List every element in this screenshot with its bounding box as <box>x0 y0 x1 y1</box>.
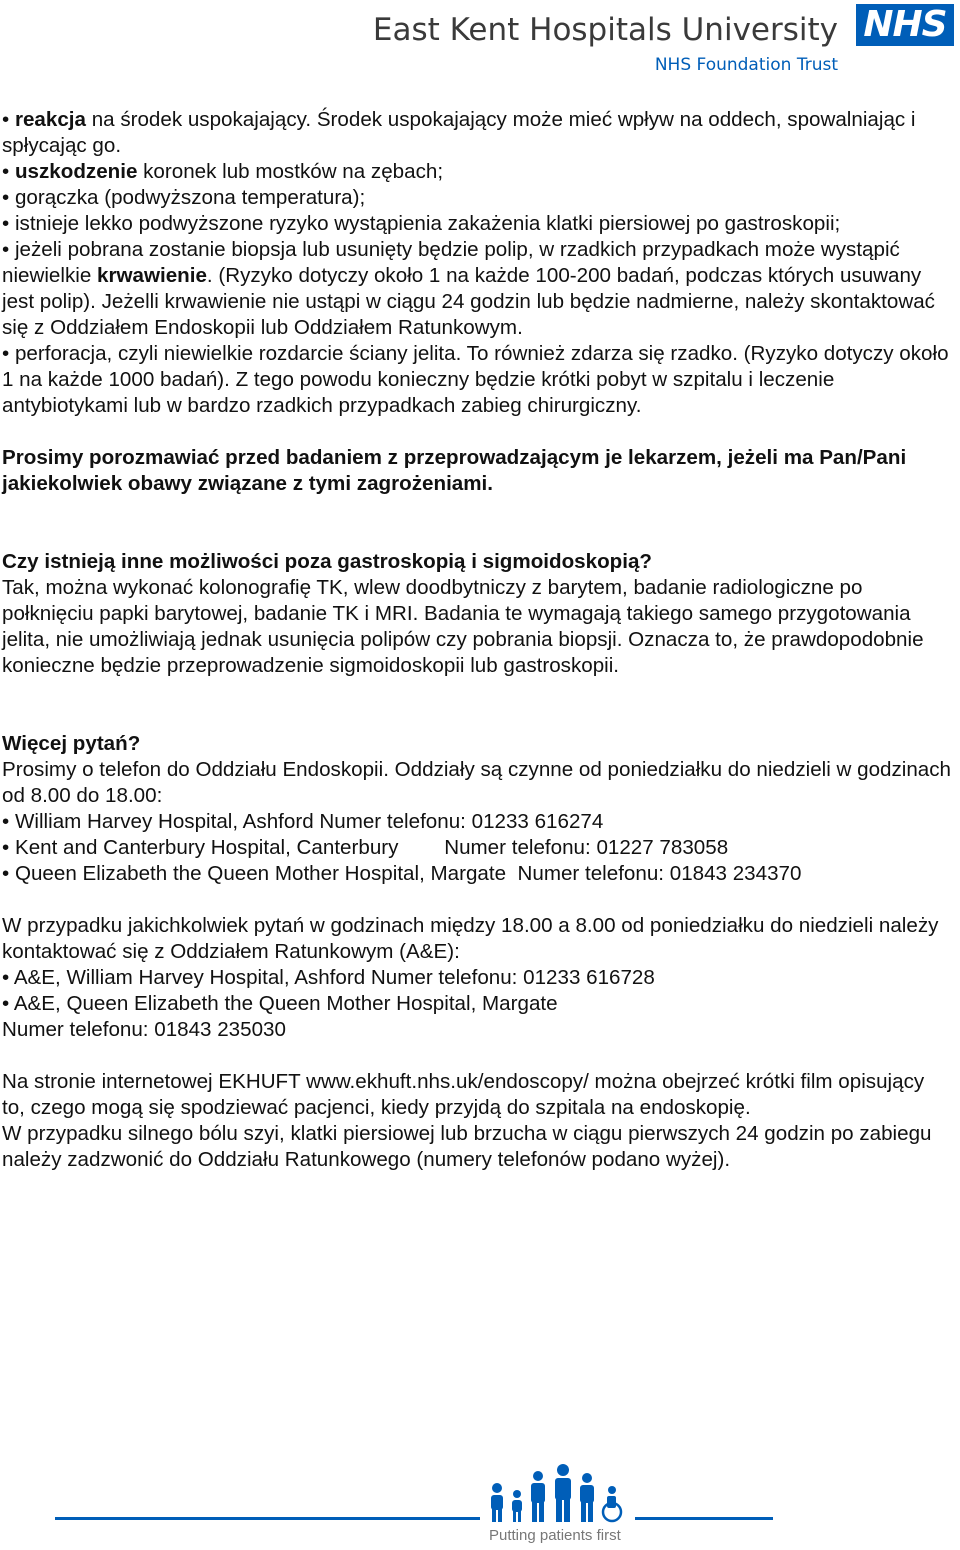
alternatives-heading: Czy istnieją inne możliwości poza gastroskopią i sigmoidoskopią? <box>2 550 652 573</box>
alternatives-body: Tak, można wykonać kolonografię TK, wlew doodbytniczy z barytem, badanie radiologiczne po połknięciu papki barytowej, badanie TK i MRI. Badania te wymagają takiego samego przygotowania jelita, nie umożliwiają jednak usunięcia polipów czy pobrania biopsji. Oznacza to, że prawdopodobnie konieczne będzie przeprowadzenie sigmoidoskopii lub gastroskopii. <box>2 576 924 677</box>
risk-item-fever: • gorączka (podwyższona temperatura); <box>2 186 366 209</box>
hospital-item: • William Harvey Hospital, Ashford Numer telefonu: 01233 616274 <box>2 810 604 833</box>
page-footer <box>0 1455 960 1550</box>
document-body <box>2 107 952 1173</box>
risk-item-bleeding: • jeżeli pobrana zostanie biopsja lub usunięty będzie polip, w rzadkich przypadkach może wystąpić niewielkie krwawienie. (Ryzyko dotyczy około 1 na każde 100-200 badań, podczas których usuwany jest polip). Jeżelli krwawienie nie ustąpi w ciągu 24 godzin lub będzie nadmierne, należy skontaktować się z Oddziałem Endoskopii lub Oddziałem Ratunkowym. <box>2 238 935 339</box>
ae-item: • A&E, Queen Elizabeth the Queen Mother Hospital, Margate <box>2 992 558 1015</box>
risk-item-teeth: • uszkodzenie koronek lub mostków na zębach; <box>2 160 444 183</box>
severe-pain-text: W przypadku silnego bólu szyi, klatki piersiowej lub brzucha w ciągu pierwszych 24 godzin po zabiegu należy zadzwonić do Oddziału Ratunkowego (numery telefonów podano wyżej). <box>2 1122 932 1171</box>
people-icon <box>486 1460 636 1524</box>
risk-item-perforation: • perforacja, czyli niewielkie rozdarcie ściany jelita. To również zdarza się rzadko. (Ryzyko dotyczy około 1 na każde 1000 badań). Z tego powodu konieczny będzie krótki pobyt w szpitalu i leczenie antybiotykami lub w bardzo rzadkich przypadkach zabieg chirurgiczny. <box>2 342 949 417</box>
out-of-hours-text: W przypadku jakichkolwiek pytań w godzinach między 18.00 a 8.00 od poniedziałku do niedzieli należy kontaktować się z Oddziałem Ratunkowym (A&E): <box>2 914 939 963</box>
footer-slogan: Putting patients first <box>489 1527 621 1544</box>
hospital-item: • Kent and Canterbury Hospital, Canterbury Numer telefonu: 01227 783058 <box>2 836 729 859</box>
questions-intro: Prosimy o telefon do Oddziału Endoskopii. Oddziały są czynne od poniedziałku do niedzieli w godzinach od 8.00 do 18.00: <box>2 758 952 807</box>
risk-item-infection: • istnieje lekko podwyższone ryzyko wystąpienia zakażenia klatki piersiowej po gastroskopii; <box>2 212 841 235</box>
hospital-item: • Queen Elizabeth the Queen Mother Hospital, Margate Numer telefonu: 01843 234370 <box>2 862 802 885</box>
ae-item: • A&E, William Harvey Hospital, Ashford Numer telefonu: 01233 616728 <box>2 966 655 989</box>
questions-heading: Więcej pytań? <box>2 732 141 755</box>
talk-notice: Prosimy porozmawiać przed badaniem z przeprowadzającym je lekarzem, jeżeli ma Pan/Pani jakiekolwiek obawy związane z tymi zagrożeniami. <box>2 446 907 495</box>
organization-name: East Kent Hospitals University <box>372 12 838 48</box>
page-header <box>0 0 960 80</box>
risk-item-sedative: • reakcja na środek uspokajający. Środek uspokajający może mieć wpływ na oddech, spowalniając i spłycając go. <box>2 108 916 157</box>
website-text: Na stronie internetowej EKHUFT www.ekhuft.nhs.uk/endoscopy/ można obejrzeć krótki film opisujący to, czego mogą się spodziewać pacjenci, kiedy przyjdą do szpitala na endoskopię. <box>2 1070 925 1119</box>
organization-trust: NHS Foundation Trust <box>654 55 838 75</box>
ae-phone: Numer telefonu: 01843 235030 <box>2 1018 286 1041</box>
nhs-logo: NHS <box>856 4 954 46</box>
footer-rule-left <box>55 1517 480 1520</box>
footer-rule-right <box>635 1517 773 1520</box>
